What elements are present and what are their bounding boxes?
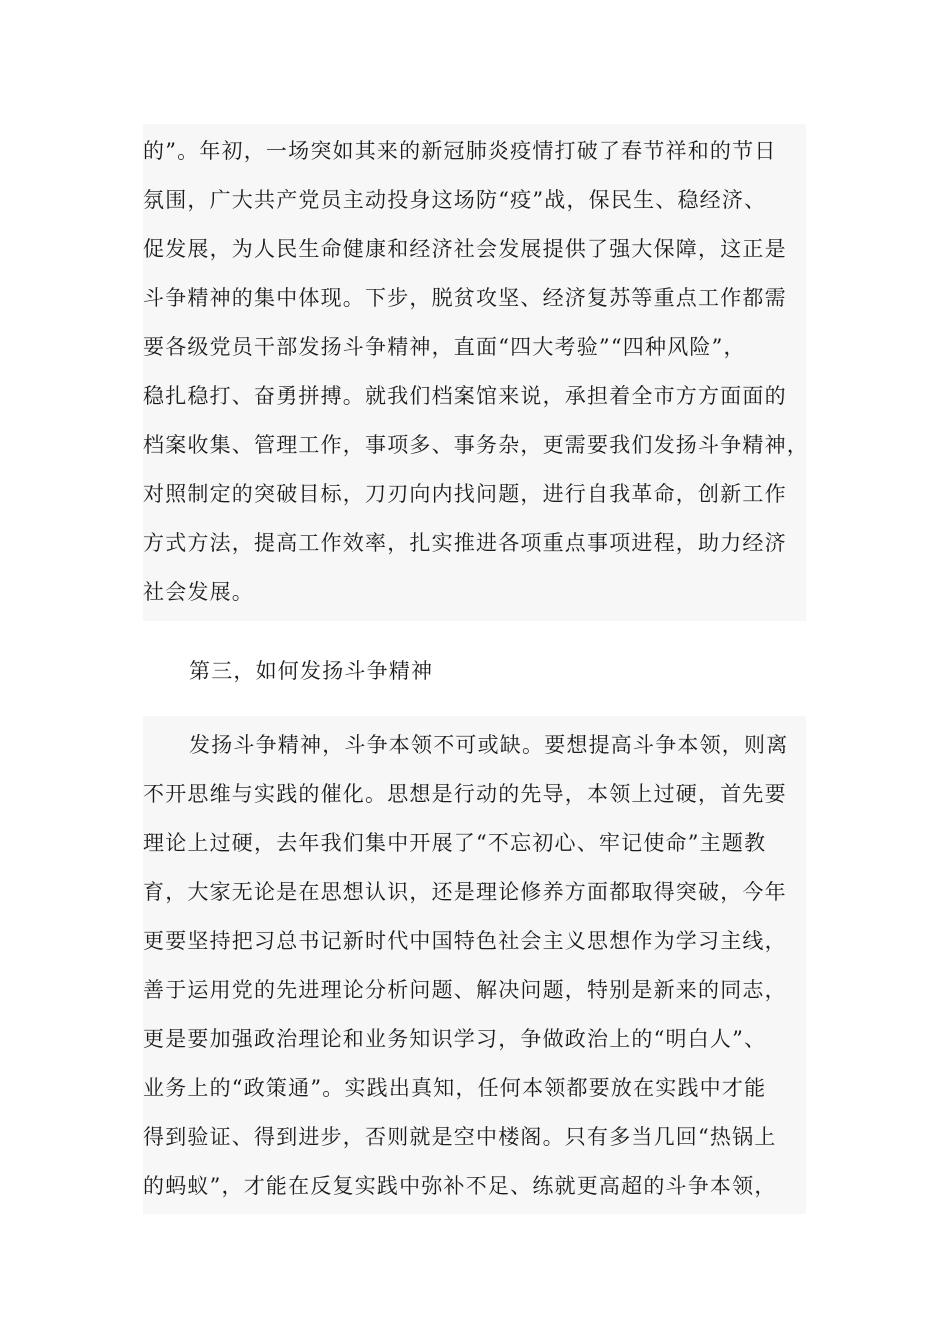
paragraph-line: 方式方法，提高工作效率，扎实推进各项重点事项进程，助力经济 [143, 531, 787, 555]
paragraph-line: 更是要加强政治理论和业务知识学习，争做政治上的“明白人”、 [143, 1027, 767, 1051]
paragraph-line: 的蚂蚁”，才能在反复实践中弥补不足、练就更高超的斗争本领， [143, 1174, 777, 1198]
paragraph-line: 要各级党员干部发扬斗争精神，直面“四大考验”“四种风险”， [143, 335, 746, 359]
paragraph-line: 促发展，为人民生命健康和经济社会发展提供了强大保障，这正是 [143, 237, 787, 261]
paragraph-line: 育，大家无论是在思想认识，还是理论修养方面都取得突破，今年 [143, 880, 787, 904]
paragraph-line: 更要坚持把习总书记新时代中国特色社会主义思想作为学习主线， [143, 929, 787, 953]
paragraph-line: 善于运用党的先进理论分析问题、解决问题，特别是新来的同志， [143, 978, 787, 1002]
paragraph-block-1 [143, 124, 809, 621]
paragraph-line: 发扬斗争精神，斗争本领不可或缺。要想提高斗争本领，则离 [189, 733, 789, 757]
paragraph-line: 稳扎稳打、奋勇拼搏。就我们档案馆来说，承担着全市方方面面的 [143, 384, 787, 408]
paragraph-line: 不开思维与实践的催化。思想是行动的先导，本领上过硬，首先要 [143, 782, 787, 806]
paragraph-block-2 [143, 716, 806, 1214]
paragraph-line: 档案收集、管理工作，事项多、事务杂，更需要我们发扬斗争精神， [143, 433, 809, 457]
paragraph-line: 氛围，广大共产党员主动投身这场防“疫”战，保民生、稳经济、 [143, 188, 767, 212]
paragraph-line: 业务上的“政策通”。实践出真知，任何本领都要放在实践中才能 [143, 1076, 767, 1100]
paragraph-line: 得到验证、得到进步，否则就是空中楼阁。只有多当几回“热锅上 [143, 1125, 777, 1149]
paragraph-line: 社会发展。 [143, 580, 254, 604]
paragraph-line: 的”。年初，一场突如其来的新冠肺炎疫情打破了春节祥和的节日 [143, 139, 777, 163]
paragraph-line: 理论上过硬，去年我们集中开展了“不忘初心、牢记使命”主题教 [143, 831, 767, 855]
paragraph-line: 斗争精神的集中体现。下步，脱贫攻坚、经济复苏等重点工作都需 [143, 286, 787, 310]
section-heading: 第三，如何发扬斗争精神 [189, 659, 434, 683]
paragraph-line: 对照制定的突破目标，刀刃向内找问题，进行自我革命，创新工作 [143, 482, 787, 506]
